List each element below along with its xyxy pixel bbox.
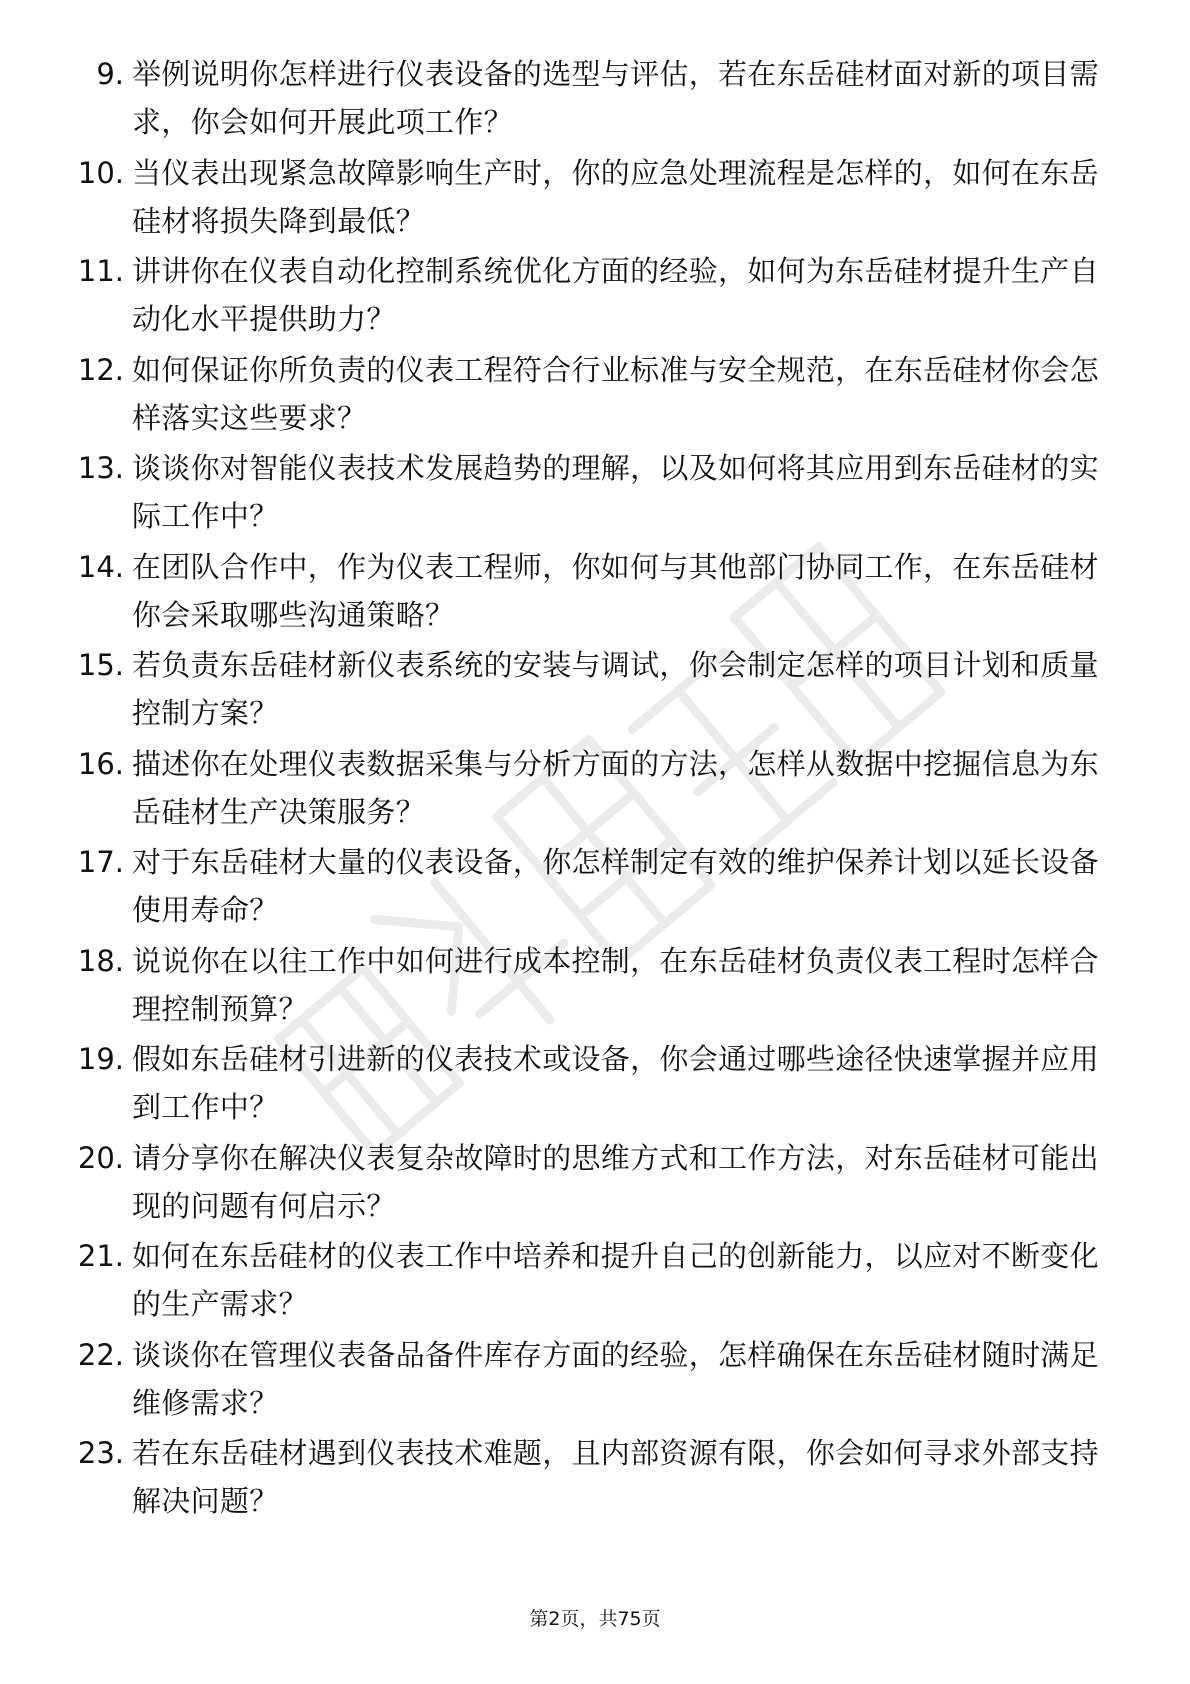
question-item <box>60 1331 1140 1430</box>
question-text: 谈谈你对智能仪表技术发展趋势的理解，以及如何将其应用到东岳硅材的实际工作中？ <box>132 451 1099 533</box>
question-number: 15. <box>77 648 124 682</box>
question-item <box>60 444 1140 543</box>
question-item <box>60 1134 1140 1233</box>
question-text: 若负责东岳硅材新仪表系统的安装与调试，你会制定怎样的项目计划和质量控制方案？ <box>132 648 1099 730</box>
question-text: 假如东岳硅材引进新的仪表技术或设备，你会通过哪些途径快速掌握并应用到工作中？ <box>132 1042 1099 1124</box>
question-number: 17. <box>77 845 124 879</box>
question-item <box>60 838 1140 937</box>
question-item <box>60 346 1140 445</box>
question-text: 谈谈你在管理仪表备品备件库存方面的经验，怎样确保在东岳硅材随时满足维修需求？ <box>132 1337 1099 1420</box>
question-item <box>60 740 1140 839</box>
question-text: 若在东岳硅材遇到仪表技术难题，且内部资源有限，你会如何寻求外部支持解决问题？ <box>132 1436 1099 1518</box>
question-number: 12. <box>77 352 124 387</box>
question-text: 对于东岳硅材大量的仪表设备，你怎样制定有效的维护保养计划以延长设备使用寿命？ <box>132 845 1099 927</box>
question-text: 请分享你在解决仪表复杂故障时的思维方式和工作方法，对东岳硅材可能出现的问题有何启示？ <box>132 1140 1099 1223</box>
question-item <box>60 149 1140 248</box>
question-text: 如何在东岳硅材的仪表工作中培养和提升自己的创新能力，以应对不断变化的生产需求？ <box>132 1239 1099 1321</box>
question-number: 20. <box>77 1140 124 1175</box>
question-number: 18. <box>77 943 124 978</box>
question-text: 描述你在处理仪表数据采集与分析方面的方法，怎样从数据中挖掘信息为东岳硅材生产决策服务？ <box>132 746 1099 829</box>
question-item <box>60 641 1140 740</box>
page-number-footer: 第2页，共75页 <box>529 1608 661 1630</box>
question-text: 在团队合作中，作为仪表工程师，你如何与其他部门协同工作，在东岳硅材你会采取哪些沟通策略？ <box>132 549 1099 632</box>
question-number: 21. <box>77 1239 124 1273</box>
question-item <box>60 1035 1140 1134</box>
question-item <box>60 543 1140 642</box>
question-number: 14. <box>77 549 124 584</box>
question-number: 11. <box>77 254 124 288</box>
question-text: 如何保证你所负责的仪表工程符合行业标准与安全规范，在东岳硅材你会怎样落实这些要求？ <box>132 352 1099 435</box>
question-text: 举例说明你怎样进行仪表设备的选型与评估，若在东岳硅材面对新的项目需求，你会如何开展此项工作？ <box>132 57 1099 139</box>
question-item <box>60 1429 1140 1528</box>
question-number: 10. <box>77 155 124 190</box>
question-item <box>60 247 1140 346</box>
question-list <box>60 50 1140 1528</box>
question-text: 说说你在以往工作中如何进行成本控制，在东岳硅材负责仪表工程时怎样合理控制预算？ <box>132 943 1099 1026</box>
question-number: 22. <box>77 1337 124 1372</box>
question-number: 9. <box>96 57 124 91</box>
question-number: 23. <box>77 1436 124 1470</box>
question-number: 16. <box>77 746 124 781</box>
question-number: 13. <box>77 451 124 485</box>
question-item <box>60 50 1140 149</box>
question-text: 当仪表出现紧急故障影响生产时，你的应急处理流程是怎样的，如何在东岳硅材将损失降到最低？ <box>132 155 1099 238</box>
question-text: 讲讲你在仪表自动化控制系统优化方面的经验，如何为东岳硅材提升生产自动化水平提供助力？ <box>132 254 1099 336</box>
question-number: 19. <box>77 1042 124 1076</box>
question-item <box>60 1232 1140 1331</box>
question-item <box>60 937 1140 1036</box>
